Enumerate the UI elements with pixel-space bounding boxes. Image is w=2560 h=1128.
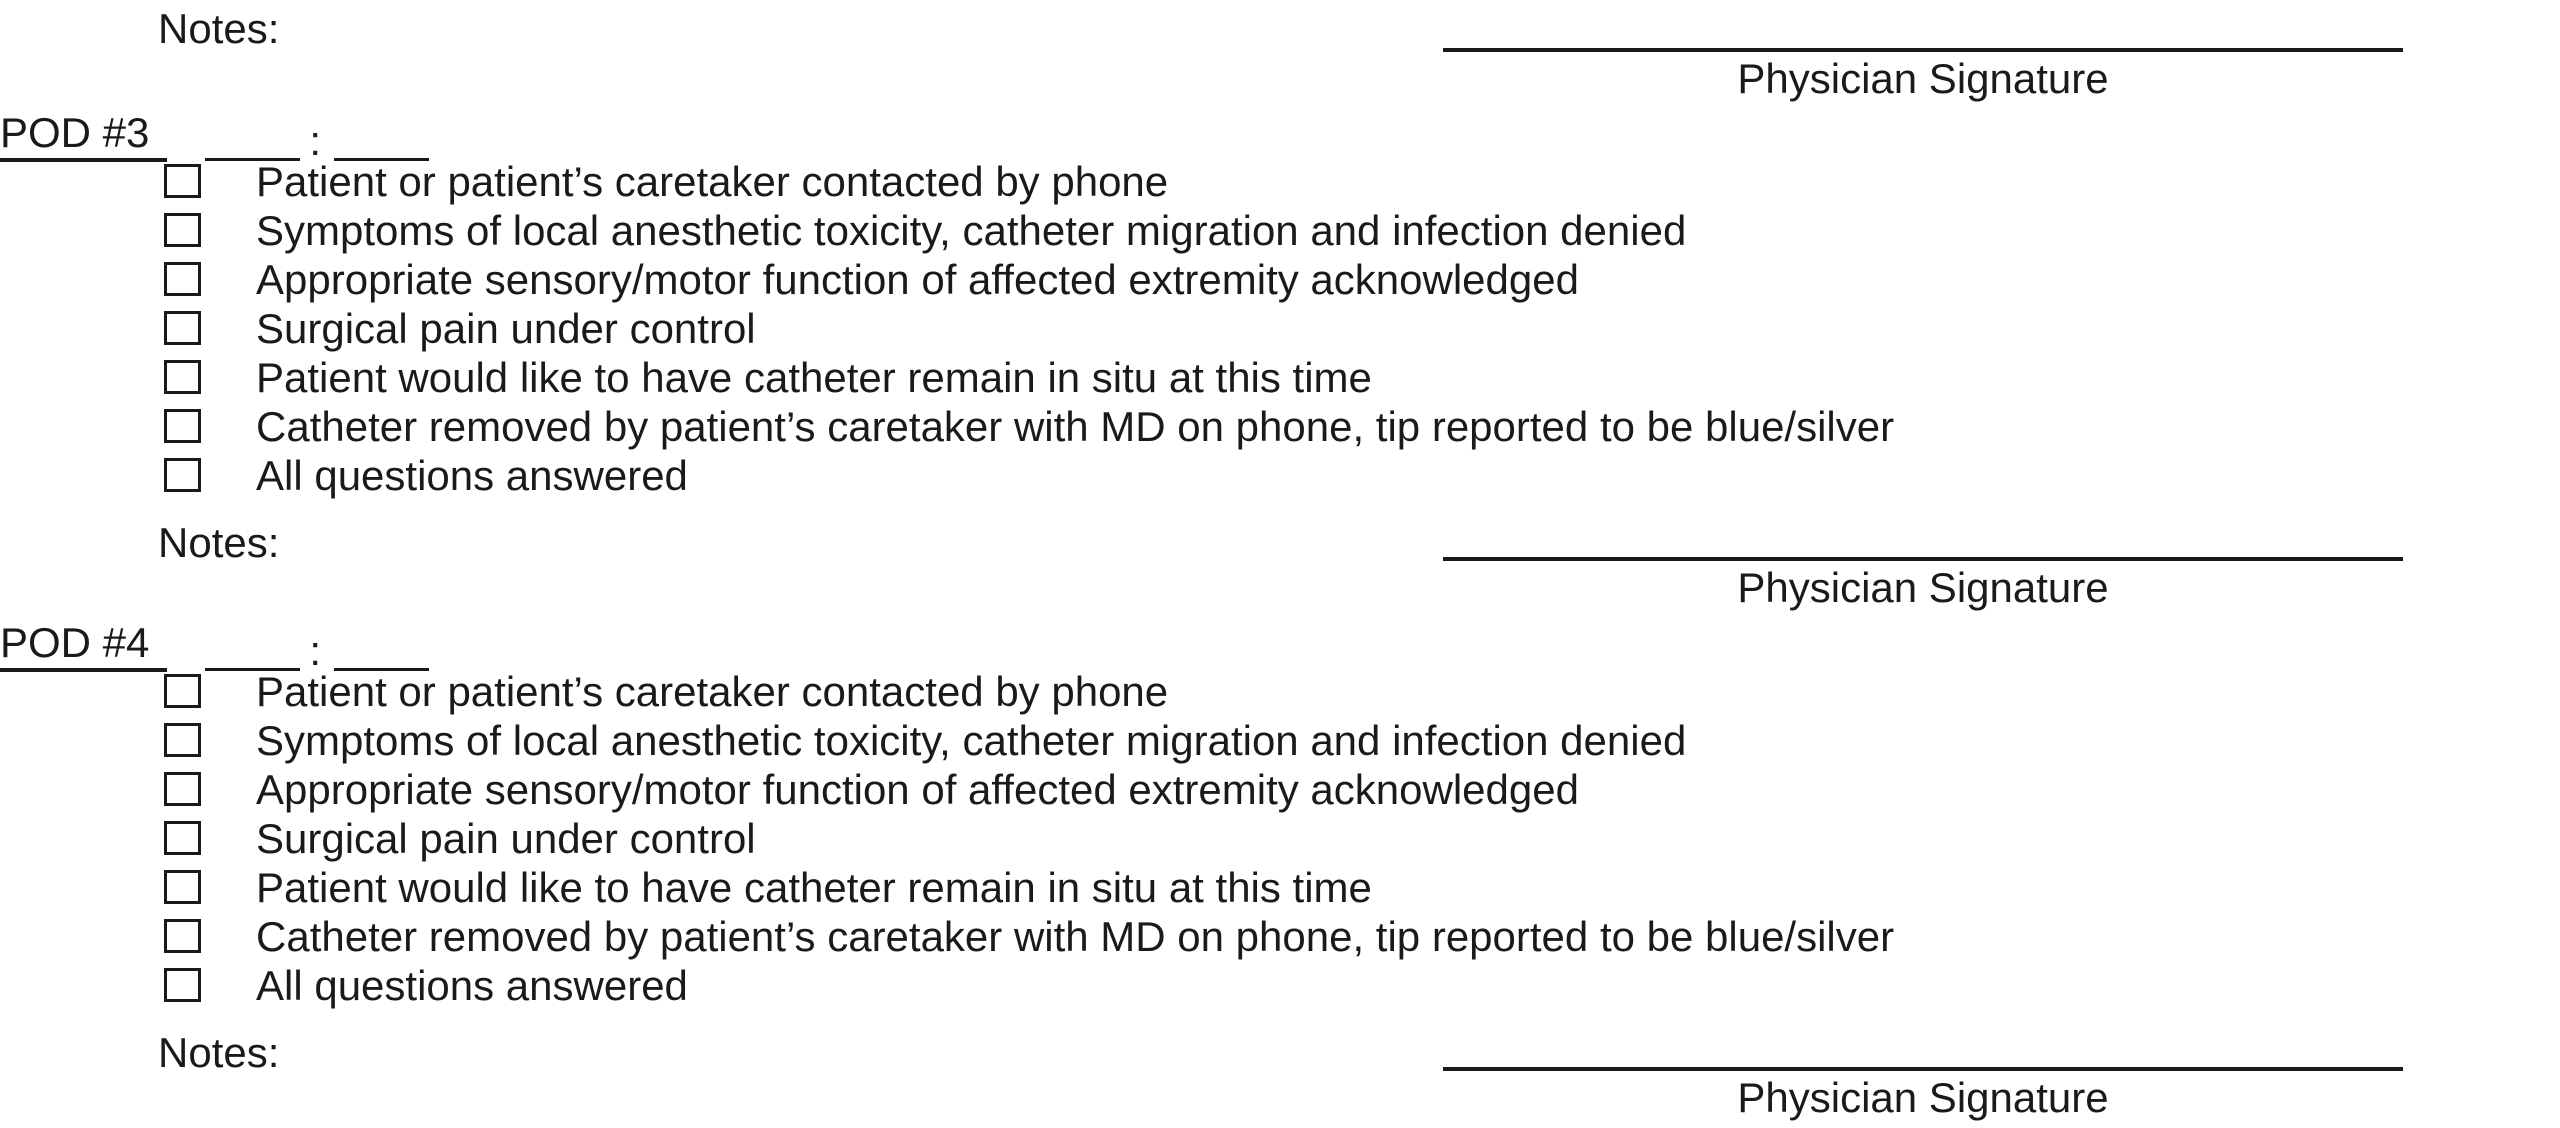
checklist-item-label: All questions answered xyxy=(256,962,688,1009)
notes-label: Notes: xyxy=(158,519,280,566)
checklist-item xyxy=(0,717,2560,770)
notes-signature-row xyxy=(0,1029,2560,1128)
checklist xyxy=(0,158,2560,505)
notes-label: Notes: xyxy=(158,1029,280,1076)
checkbox[interactable] xyxy=(164,723,201,757)
checklist-item xyxy=(0,158,2560,211)
checklist-item-label: Patient would like to have catheter remain in situ at this time xyxy=(256,354,1372,401)
checkbox[interactable] xyxy=(164,213,201,247)
checklist-item xyxy=(0,403,2560,456)
checkbox[interactable] xyxy=(164,772,201,806)
checklist-item-label: Surgical pain under control xyxy=(256,815,756,862)
signature-caption: Physician Signature xyxy=(1737,1074,2109,1121)
checklist-item-label: Symptoms of local anesthetic toxicity, catheter migration and infection denied xyxy=(256,207,1687,254)
pod-header xyxy=(0,618,2560,672)
checklist-item-label: Patient would like to have catheter remain in situ at this time xyxy=(256,864,1372,911)
pod-header xyxy=(0,108,2560,162)
signature-line[interactable] xyxy=(1443,1067,2403,1071)
checkbox[interactable] xyxy=(164,311,201,345)
checklist-item xyxy=(0,256,2560,309)
checklist xyxy=(0,668,2560,1015)
signature-caption: Physician Signature xyxy=(1737,564,2109,611)
checklist-item xyxy=(0,864,2560,917)
checklist-item xyxy=(0,913,2560,966)
signature-line[interactable] xyxy=(1443,48,2403,52)
checkbox[interactable] xyxy=(164,262,201,296)
checklist-item-label: Patient or patient’s caretaker contacted by phone xyxy=(256,668,1169,715)
checkbox[interactable] xyxy=(164,164,201,198)
checklist-item xyxy=(0,766,2560,819)
pod-day-label: POD #3 xyxy=(0,112,167,162)
physician-signature-block xyxy=(1443,48,2403,100)
checklist-item xyxy=(0,305,2560,358)
notes-label: Notes: xyxy=(158,5,280,52)
checkbox[interactable] xyxy=(164,821,201,855)
checklist-item-label: Catheter removed by patient’s caretaker with MD on phone, tip reported to be blue/silver xyxy=(256,403,1895,450)
pod-section xyxy=(0,618,2560,1128)
checkbox[interactable] xyxy=(164,409,201,443)
checklist-item-label: Patient or patient’s caretaker contacted by phone xyxy=(256,158,1169,205)
signature-caption: Physician Signature xyxy=(1737,55,2109,102)
checklist-item-label: Appropriate sensory/motor function of affected extremity acknowledged xyxy=(256,766,1579,813)
notes-signature-row xyxy=(0,519,2560,618)
checkbox[interactable] xyxy=(164,968,201,1002)
notes-signature-row xyxy=(0,5,2560,108)
time-separator-colon: : xyxy=(309,117,322,164)
pod-section xyxy=(0,108,2560,618)
checklist-item-label: All questions answered xyxy=(256,452,688,499)
checklist-item xyxy=(0,668,2560,721)
signature-line[interactable] xyxy=(1443,557,2403,561)
checklist-item xyxy=(0,207,2560,260)
pod-sections-container xyxy=(0,108,2560,1128)
checkbox[interactable] xyxy=(164,919,201,953)
checklist-item-label: Appropriate sensory/motor function of affected extremity acknowledged xyxy=(256,256,1579,303)
checkbox[interactable] xyxy=(164,360,201,394)
checklist-item xyxy=(0,815,2560,868)
pod-day-label: POD #4 xyxy=(0,622,167,672)
physician-signature-block xyxy=(1443,557,2403,609)
checklist-item-label: Surgical pain under control xyxy=(256,305,756,352)
checkbox[interactable] xyxy=(164,674,201,708)
time-separator-colon: : xyxy=(309,627,322,674)
checklist-item-label: Catheter removed by patient’s caretaker with MD on phone, tip reported to be blue/silver xyxy=(256,913,1895,960)
checklist-item-label: Symptoms of local anesthetic toxicity, catheter migration and infection denied xyxy=(256,717,1687,764)
checklist-item xyxy=(0,452,2560,505)
checklist-item xyxy=(0,354,2560,407)
checklist-item xyxy=(0,962,2560,1015)
physician-signature-block xyxy=(1443,1067,2403,1119)
checkbox[interactable] xyxy=(164,458,201,492)
checkbox[interactable] xyxy=(164,870,201,904)
